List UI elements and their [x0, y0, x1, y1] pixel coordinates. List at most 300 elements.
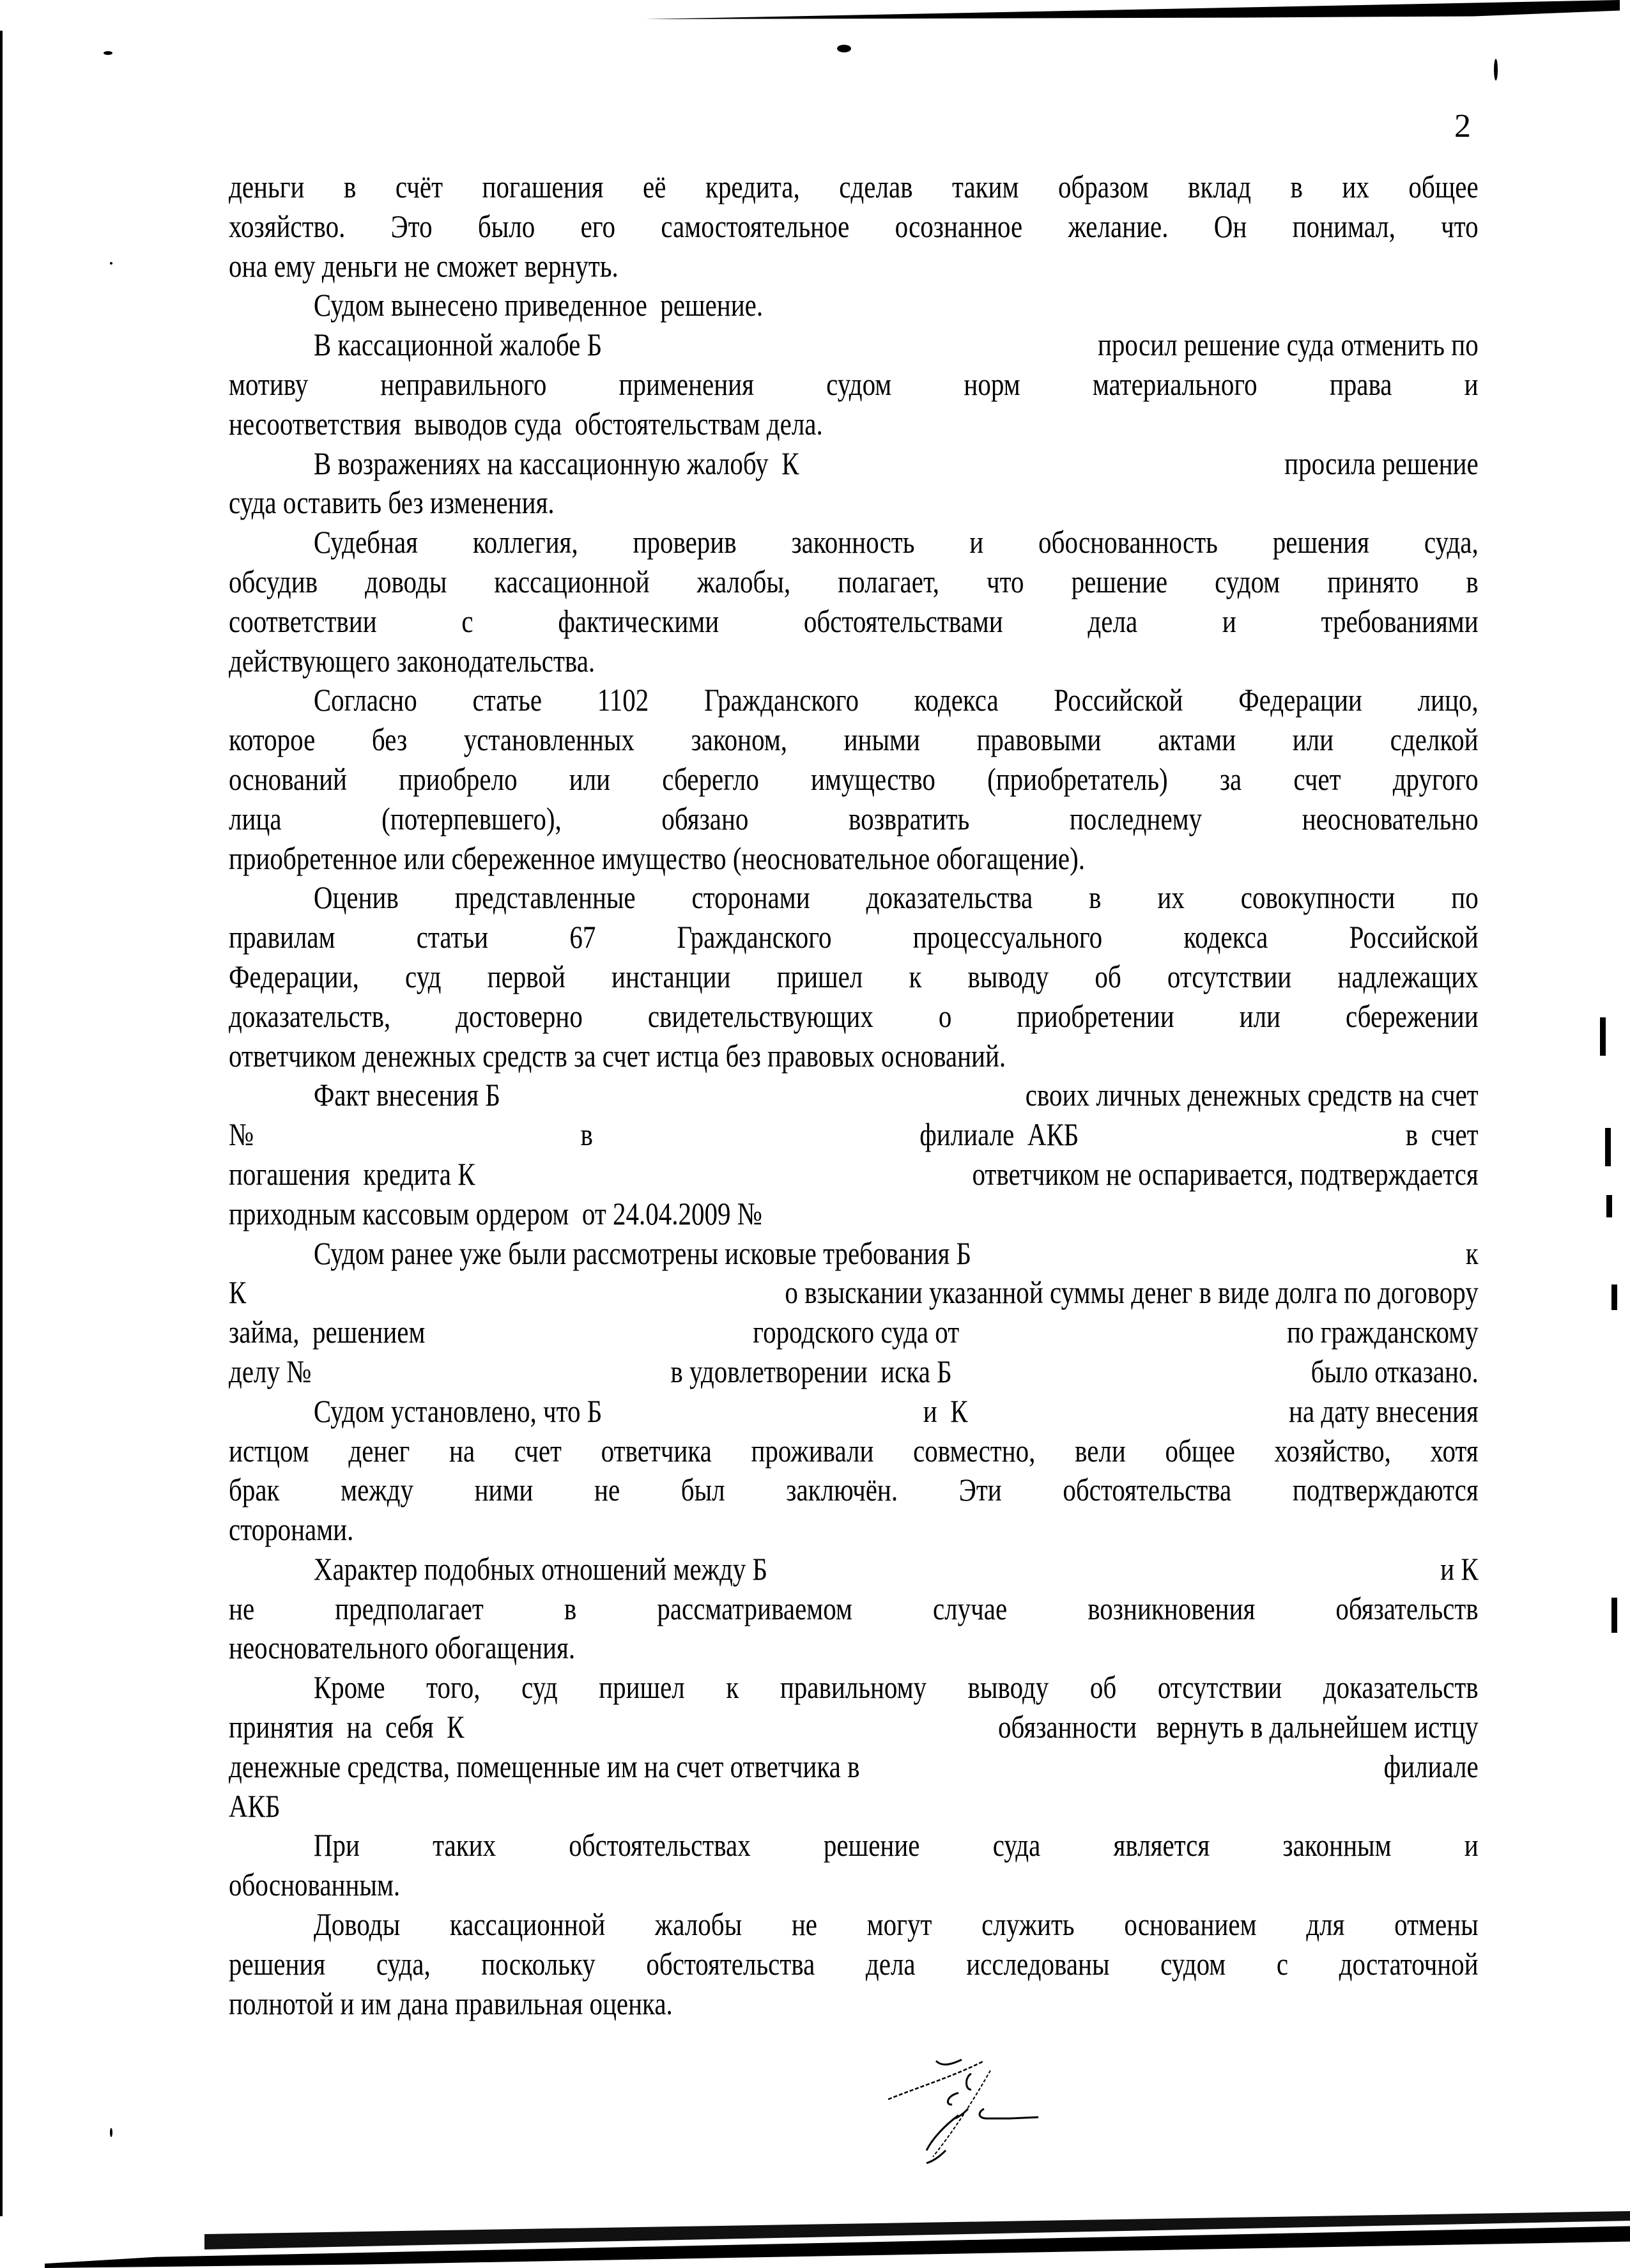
text-line — [229, 957, 1479, 997]
text-line — [229, 207, 1479, 247]
word: достаточной — [1339, 1945, 1479, 1982]
word: денег — [348, 1432, 410, 1469]
word: законность — [791, 524, 915, 560]
text-line — [229, 878, 1479, 918]
word: подтверждаются — [1292, 1472, 1479, 1508]
text-segment: по гражданскому — [1286, 1314, 1479, 1350]
text-line — [229, 1826, 1479, 1865]
word: её — [643, 169, 666, 204]
word: за — [1219, 760, 1242, 797]
word: установленных — [463, 721, 634, 758]
word: таким — [952, 169, 1019, 204]
word: об — [1089, 1669, 1117, 1706]
text-line — [229, 642, 1479, 681]
word: дела — [1088, 603, 1138, 639]
word: рассматриваемом — [657, 1590, 852, 1626]
word: правильному — [780, 1669, 927, 1706]
text-line — [229, 839, 1479, 879]
word: неосновательно — [1302, 800, 1479, 837]
text-segment: ответчиком денежных средств за счет истца без правовых оснований. — [229, 1037, 1006, 1074]
handwritten-signature — [882, 2055, 1048, 2176]
paragraph — [229, 1550, 1479, 1668]
text-line — [229, 1708, 1479, 1747]
word: приобретении — [1017, 998, 1174, 1034]
word: приобрело — [399, 760, 518, 797]
text-line — [229, 1589, 1479, 1629]
word: предполагает — [335, 1590, 484, 1626]
page-number: 2 — [1454, 108, 1471, 144]
text-segment: городского суда от — [753, 1314, 960, 1350]
scan-speck — [837, 45, 851, 52]
word: доказательства — [866, 879, 1033, 916]
text-line — [229, 523, 1479, 562]
text-line — [229, 167, 1479, 207]
word: понимал, — [1292, 208, 1395, 244]
paragraph — [229, 444, 1479, 523]
margin-mark — [1611, 1284, 1617, 1310]
word: дела — [865, 1945, 916, 1982]
word: суд — [521, 1669, 558, 1706]
text-segment: делу № — [229, 1353, 312, 1389]
text-line — [229, 483, 1479, 523]
text-line — [229, 1194, 1479, 1234]
word: о — [938, 998, 952, 1034]
word: кодекса — [914, 682, 999, 718]
scan-speck — [110, 2128, 112, 2137]
word: правовыми — [976, 721, 1102, 758]
text-segment: просила решение — [1284, 445, 1479, 481]
word: кассационной — [494, 563, 650, 599]
word: полагает, — [838, 563, 940, 599]
word: и — [1464, 1827, 1479, 1863]
word: Российской — [1349, 919, 1479, 955]
word: могут — [866, 1906, 932, 1943]
word: заключён. — [786, 1472, 898, 1508]
text-line — [229, 1392, 1479, 1431]
word: общее — [1408, 169, 1479, 204]
word: Судебная — [313, 524, 419, 560]
text-segment: на дату внесения — [1289, 1392, 1479, 1429]
text-line — [229, 681, 1479, 720]
paragraph — [229, 1826, 1479, 1905]
text-line — [229, 720, 1479, 760]
word: является — [1113, 1827, 1210, 1863]
word: образом — [1057, 169, 1149, 204]
text-line — [229, 444, 1479, 484]
word: Кроме — [313, 1669, 385, 1706]
word: правилам — [229, 919, 335, 955]
text-line — [229, 1273, 1479, 1313]
text-line — [229, 918, 1479, 957]
paragraph — [229, 167, 1479, 286]
text-line — [229, 1984, 1479, 2024]
word: требованиями — [1321, 603, 1479, 639]
word: представленные — [454, 879, 636, 916]
text-segment: Судом ранее уже были рассмотрены исковые требования Б — [313, 1235, 972, 1271]
word: суд — [405, 958, 442, 994]
word: не — [594, 1472, 620, 1508]
word: свидетельствующих — [647, 998, 873, 1034]
margin-mark — [1600, 1017, 1606, 1056]
word: суда, — [376, 1945, 431, 1982]
word: ответчика — [601, 1432, 712, 1469]
word: Федерации, — [229, 958, 359, 994]
text-segment: о взыскании указанной суммы денег в виде долга по договору — [785, 1274, 1479, 1311]
word: которое — [229, 721, 316, 758]
text-line — [229, 286, 1479, 325]
text-line — [229, 1155, 1479, 1194]
word: обоснованность — [1038, 524, 1218, 560]
word: счет — [514, 1432, 562, 1469]
word: или — [1292, 721, 1334, 758]
word: для — [1306, 1906, 1345, 1943]
text-segment: полнотой и им дана правильная оценка. — [229, 1985, 673, 2021]
word: счёт — [395, 169, 443, 204]
text-line — [229, 1905, 1479, 1945]
word: основанием — [1124, 1906, 1257, 1943]
text-line — [229, 1076, 1479, 1115]
text-line — [229, 1431, 1479, 1471]
word: обстоятельства — [646, 1945, 815, 1982]
word: Доводы — [313, 1906, 401, 1943]
text-segment: К — [229, 1274, 247, 1311]
text-line — [229, 1234, 1479, 1274]
text-segment: погашения кредита К — [229, 1155, 475, 1192]
word: выводу — [967, 1669, 1049, 1706]
word: При — [313, 1827, 360, 1863]
paragraph — [229, 286, 1479, 325]
word: жалобы — [654, 1906, 742, 1943]
word: обстоятельствах — [569, 1827, 751, 1863]
text-line — [229, 799, 1479, 839]
word: не — [791, 1906, 817, 1943]
word: законным — [1282, 1827, 1392, 1863]
word: Это — [390, 208, 433, 244]
text-segment: принятия на себя К — [229, 1709, 465, 1745]
text-segment: обоснованным. — [229, 1867, 401, 1903]
word: Российской — [1054, 682, 1183, 718]
word: 1102 — [597, 682, 649, 718]
word: его — [580, 208, 616, 244]
word: лица — [229, 800, 282, 837]
text-segment: она ему деньги не сможет вернуть. — [229, 247, 619, 284]
word: права — [1329, 366, 1392, 402]
text-segment: АКБ — [229, 1787, 281, 1824]
word: было — [477, 208, 535, 244]
text-segment: сторонами. — [229, 1511, 354, 1548]
word: процессуального — [912, 919, 1103, 955]
word: общее — [1165, 1432, 1235, 1469]
text-segment: филиале АКБ — [919, 1116, 1079, 1153]
text-line — [229, 562, 1479, 602]
word: поскольку — [481, 1945, 596, 1982]
text-line — [229, 1115, 1479, 1155]
word: счет — [1293, 760, 1341, 797]
text-segment: действующего законодательства. — [229, 642, 596, 679]
word: и — [969, 524, 984, 560]
text-line — [229, 247, 1479, 286]
text-segment: в — [580, 1116, 593, 1153]
word: отсутствии — [1167, 958, 1292, 994]
word: статье — [472, 682, 542, 718]
word: иными — [843, 721, 920, 758]
word: доказательств — [1323, 1669, 1479, 1706]
word: доказательств, — [229, 998, 391, 1034]
word: на — [449, 1432, 475, 1469]
word: коллегия, — [472, 524, 578, 560]
paragraph — [229, 878, 1479, 1076]
word: пришел — [776, 958, 863, 994]
word: к — [909, 958, 922, 994]
text-line — [229, 1352, 1479, 1392]
text-segment: приобретенное или сбереженное имущество (неосновательное обогащение). — [229, 840, 1086, 876]
text-segment: приходным кассовым ордером от 24.04.2009 № — [229, 1195, 762, 1231]
word: в — [564, 1590, 577, 1626]
word: судом — [1160, 1945, 1226, 1982]
word: проверив — [633, 524, 737, 560]
text-segment: обязанности вернуть в дальнейшем истцу — [998, 1709, 1479, 1745]
word: решение — [823, 1827, 920, 1863]
text-line — [229, 602, 1479, 642]
text-line — [229, 760, 1479, 799]
word: между — [341, 1472, 413, 1508]
text-segment: в счет — [1405, 1116, 1479, 1153]
word: служить — [981, 1906, 1075, 1943]
word: что — [987, 563, 1024, 599]
word: сбережении — [1345, 998, 1479, 1034]
paragraph — [229, 1905, 1479, 2023]
word: (приобретатель) — [987, 760, 1168, 797]
text-segment: филиале — [1383, 1748, 1479, 1784]
text-line — [229, 1510, 1479, 1550]
word: неправильного — [380, 366, 547, 402]
word: что — [1441, 208, 1479, 244]
margin-mark — [1605, 1128, 1611, 1166]
paragraph — [229, 325, 1479, 444]
word: к — [726, 1669, 739, 1706]
word: обстоятельства — [1063, 1472, 1232, 1508]
text-line — [229, 1550, 1479, 1589]
text-segment: В возражениях на кассационную жалобу К — [313, 445, 799, 481]
word: деньги — [229, 169, 305, 204]
text-segment: займа, решением — [229, 1314, 426, 1350]
text-line — [229, 405, 1479, 444]
word: Согласно — [313, 682, 417, 718]
word: первой — [487, 958, 565, 994]
word: хотя — [1430, 1432, 1479, 1469]
word: погашения — [482, 169, 604, 204]
text-segment: и К — [923, 1392, 968, 1429]
word: другого — [1392, 760, 1479, 797]
word: применения — [619, 366, 754, 402]
word: актами — [1158, 721, 1236, 758]
word: желание. — [1068, 208, 1169, 244]
word: был — [680, 1472, 725, 1508]
text-segment: Характер подобных отношений между Б — [313, 1550, 768, 1587]
paragraph — [229, 523, 1479, 681]
scan-speck — [110, 262, 112, 265]
text-segment: в удовлетворении иска Б — [670, 1353, 952, 1389]
text-line — [229, 325, 1479, 365]
word: имущество — [811, 760, 935, 797]
word: Он — [1213, 208, 1247, 244]
word: совокупности — [1240, 879, 1395, 916]
word: пришел — [599, 1669, 685, 1706]
word: судом — [826, 366, 892, 402]
word: принято — [1327, 563, 1419, 599]
text-segment: Судом установлено, что Б — [313, 1392, 603, 1429]
text-line — [229, 1945, 1479, 1984]
word: доводы — [365, 563, 447, 599]
scan-shadow-top — [645, 0, 1620, 19]
text-line — [229, 1865, 1479, 1905]
word: Оценив — [313, 879, 399, 916]
text-segment: № — [229, 1116, 254, 1153]
paragraph — [229, 1076, 1479, 1233]
word: кодекса — [1183, 919, 1268, 955]
text-line — [229, 1470, 1479, 1510]
word: норм — [964, 366, 1020, 402]
word: решения — [229, 1945, 326, 1982]
word: совместно, — [913, 1432, 1036, 1469]
word: самостоятельное — [661, 208, 850, 244]
word: законом, — [691, 721, 788, 758]
paragraph — [229, 1234, 1479, 1392]
word: брак — [229, 1472, 280, 1508]
word: суда, — [1424, 524, 1479, 560]
word: хозяйство. — [229, 208, 346, 244]
text-segment: неосновательного обогащения. — [229, 1630, 576, 1666]
word: сделав — [839, 169, 913, 204]
text-segment: Судом вынесено приведенное решение. — [313, 287, 764, 323]
word: оснований — [229, 760, 348, 797]
word: возникновения — [1088, 1590, 1256, 1626]
word: решение — [1071, 563, 1168, 599]
word: достоверно — [456, 998, 583, 1034]
margin-mark — [1611, 1598, 1617, 1633]
word: хозяйство, — [1274, 1432, 1391, 1469]
word: без — [371, 721, 408, 758]
word: статьи — [416, 919, 489, 955]
word: ними — [474, 1472, 534, 1508]
word: таких — [433, 1827, 496, 1863]
word: их — [1342, 169, 1369, 204]
text-line — [229, 1313, 1479, 1352]
word: надлежащих — [1337, 958, 1479, 994]
word: решения — [1272, 524, 1369, 560]
word: проживали — [751, 1432, 874, 1469]
paragraph — [229, 1668, 1479, 1826]
text-segment: и К — [1440, 1550, 1479, 1587]
text-segment: ответчиком не оспаривается, подтверждается — [972, 1155, 1479, 1192]
word: суда — [992, 1827, 1041, 1863]
word: или — [1239, 998, 1280, 1034]
word: кассационной — [449, 1906, 606, 1943]
word: исследованы — [966, 1945, 1110, 1982]
word: и — [1222, 603, 1236, 639]
word: отсутствии — [1157, 1669, 1282, 1706]
word: Гражданского — [704, 682, 859, 718]
text-segment: В кассационной жалобе Б — [313, 327, 603, 363]
word: вели — [1075, 1432, 1126, 1469]
scan-speck — [1494, 59, 1498, 81]
word: инстанции — [611, 958, 731, 994]
word: в — [343, 169, 357, 204]
word: 67 — [569, 919, 596, 955]
word: отмены — [1394, 1906, 1479, 1943]
word: или — [569, 760, 611, 797]
word: в — [1466, 563, 1479, 599]
text-line — [229, 1787, 1479, 1826]
word: в — [1089, 879, 1102, 916]
word: обстоятельствами — [803, 603, 1003, 639]
word: не — [229, 1590, 255, 1626]
word: выводу — [967, 958, 1049, 994]
word: судом — [1215, 563, 1280, 599]
scan-edge-left — [0, 31, 3, 2216]
word: фактическими — [558, 603, 719, 639]
text-segment: суда оставить без изменения. — [229, 484, 555, 521]
word: и — [1464, 366, 1479, 402]
word: об — [1095, 958, 1121, 994]
word: мотиву — [229, 366, 309, 402]
word: обязано — [661, 800, 749, 837]
word: кредита, — [705, 169, 800, 204]
scan-speck — [104, 51, 112, 55]
word: случае — [932, 1590, 1008, 1626]
word: Федерации — [1238, 682, 1362, 718]
word: материального — [1092, 366, 1257, 402]
word: Гражданского — [677, 919, 832, 955]
text-line — [229, 1668, 1479, 1708]
text-line — [229, 1628, 1479, 1668]
text-segment: было отказано. — [1311, 1353, 1479, 1389]
word: истцом — [229, 1432, 309, 1469]
word: с — [461, 603, 473, 639]
paragraph — [229, 1392, 1479, 1550]
word: возвратить — [849, 800, 970, 837]
word: вклад — [1188, 169, 1251, 204]
text-segment: своих личных денежных средств на счет — [1025, 1077, 1479, 1113]
word: обсудив — [229, 563, 318, 599]
text-segment: Факт внесения Б — [313, 1077, 500, 1113]
margin-mark — [1606, 1195, 1612, 1217]
text-segment: несоответствия выводов суда обстоятельствам дела. — [229, 405, 823, 442]
word: (потерпевшего), — [381, 800, 562, 837]
word: их — [1157, 879, 1185, 916]
word: обязательств — [1335, 1590, 1479, 1626]
word: того, — [426, 1669, 481, 1706]
text-segment: просил решение суда отменить по — [1097, 327, 1479, 363]
word: сторонами — [691, 879, 810, 916]
word: осознанное — [895, 208, 1023, 244]
word: в — [1290, 169, 1303, 204]
text-line — [229, 365, 1479, 405]
paragraph — [229, 681, 1479, 878]
text-segment: денежные средства, помещенные им на счет ответчика в — [229, 1748, 860, 1784]
text-line — [229, 1037, 1479, 1076]
word: последнему — [1069, 800, 1203, 837]
word: сделкой — [1390, 721, 1479, 758]
word: жалобы, — [696, 563, 791, 599]
word: Эти — [958, 1472, 1002, 1508]
word: по — [1451, 879, 1479, 916]
document-body — [229, 167, 1479, 2023]
text-line — [229, 1747, 1479, 1787]
word: с — [1276, 1945, 1289, 1982]
text-line — [229, 997, 1479, 1037]
text-segment: к — [1465, 1235, 1479, 1271]
